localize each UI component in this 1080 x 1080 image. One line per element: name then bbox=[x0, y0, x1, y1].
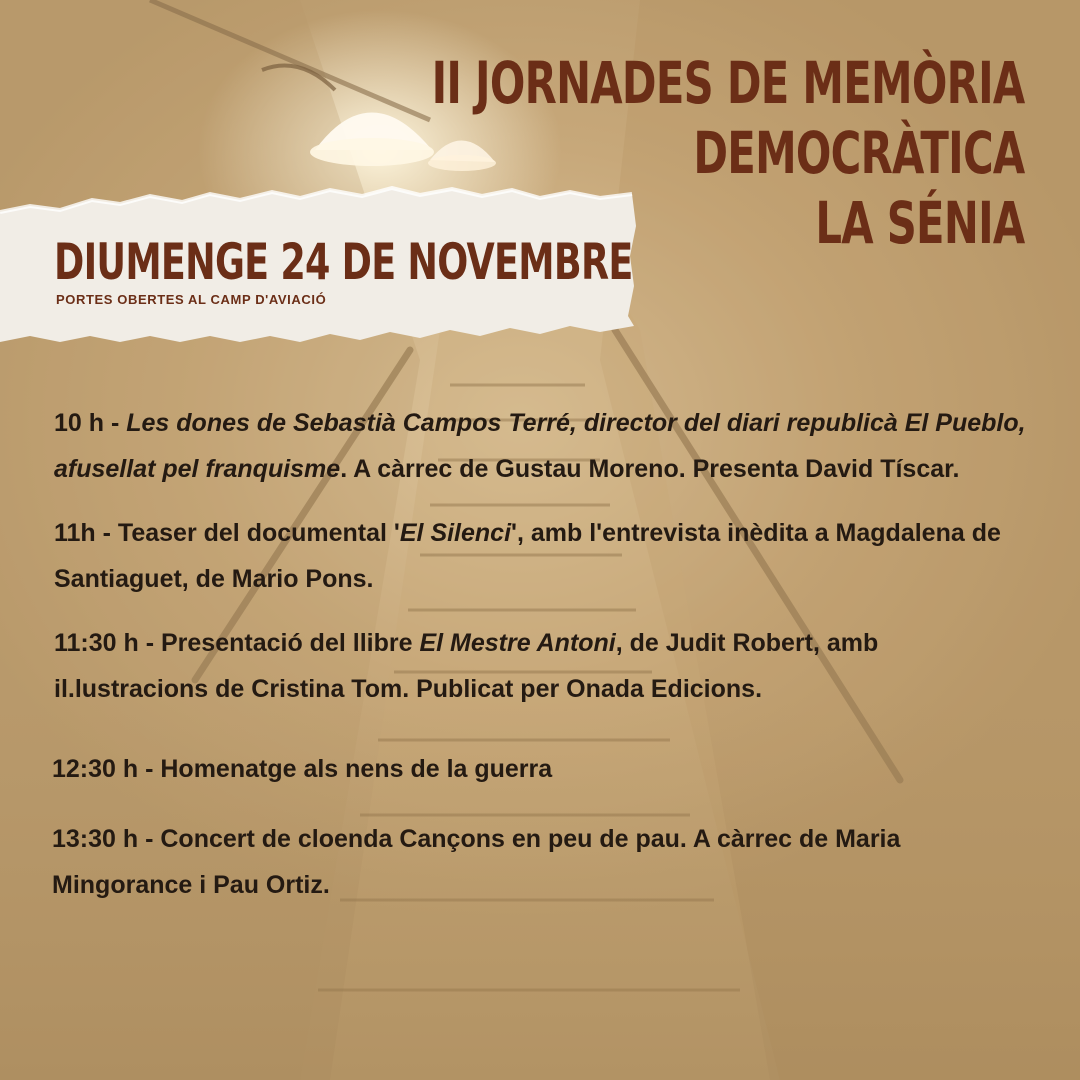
program-item-2-rest: ', amb l'entrevista inèdita a Magdalena de Santiaguet, de Mario Pons. bbox=[54, 519, 1001, 593]
date-heading: DIUMENGE 24 DE NOVEMBRE bbox=[54, 233, 633, 291]
title-line-1: II JORNADES DE MEMÒRIA bbox=[432, 49, 1025, 117]
program-item-3-lead: 11:30 h - Presentació del llibre bbox=[54, 629, 420, 657]
program-item-4: 12:30 h - Homenatge als nens de la guerra bbox=[52, 755, 553, 783]
program-item-1-title: Les dones de Sebastià Campos Terré, director del diari republicà El Pueblo, afusellat pel franquisme bbox=[54, 409, 1026, 483]
program-item-1-time: 10 h - bbox=[54, 409, 127, 437]
title-line-3: LA SÉNIA bbox=[815, 189, 1025, 257]
program-item-2-title: El Silenci bbox=[399, 519, 512, 547]
program-item-5: 13:30 h - Concert de cloenda Cançons en peu de pau. A càrrec de Maria Mingorance i Pau Ortiz. bbox=[52, 825, 901, 899]
program-item-2-lead: 11h - Teaser del documental ' bbox=[54, 519, 400, 547]
program-item-1-rest: . A càrrec de Gustau Moreno. Presenta David Tíscar. bbox=[340, 455, 960, 483]
program-item-2 bbox=[54, 510, 1034, 602]
program-item-3-title: El Mestre Antoni bbox=[419, 629, 616, 657]
program-item-1 bbox=[54, 400, 1034, 492]
program-list bbox=[54, 400, 1034, 908]
program-item-3-rest: , de Judit Robert, amb il.lustracions de Cristina Tom. Publicat per Onada Edicions. bbox=[54, 629, 879, 703]
program-item-3 bbox=[54, 620, 1034, 712]
banner-subtitle: PORTES OBERTES AL CAMP D'AVIACIÓ bbox=[56, 292, 327, 307]
title-line-2: DEMOCRÀTICA bbox=[693, 119, 1025, 187]
